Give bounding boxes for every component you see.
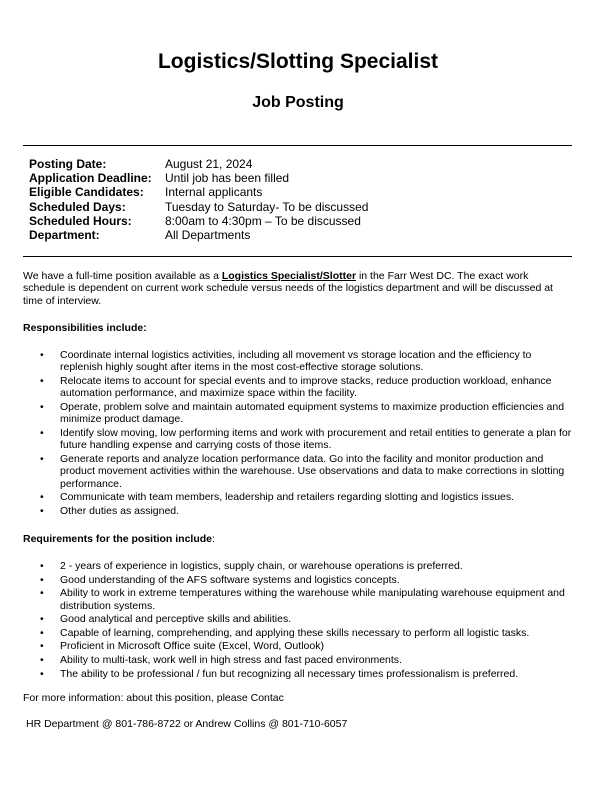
list-item — [23, 587, 573, 612]
page-subtitle: Job Posting — [252, 94, 344, 111]
list-item — [23, 505, 573, 517]
detail-row — [29, 185, 368, 199]
responsibilities-heading: Responsibilities include: — [23, 322, 147, 334]
bullet-icon: • — [40, 560, 44, 572]
list-item — [23, 427, 573, 452]
more-info-text: For more information: about this position, please Contac — [23, 692, 284, 704]
detail-value: Until job has been filled — [165, 171, 290, 186]
contact-info: HR Department @ 801-786-8722 or Andrew Collins @ 801-710-6057 — [26, 718, 348, 730]
requirements-heading-colon: : — [212, 533, 215, 545]
list-item — [23, 560, 573, 572]
list-item-text: Communicate with team members, leadership and retailers regarding slotting and logistics issues. — [60, 491, 515, 504]
list-item — [23, 375, 573, 400]
bullet-icon: • — [40, 375, 44, 387]
list-item — [23, 574, 573, 586]
bullet-icon: • — [40, 401, 44, 413]
detail-row — [29, 171, 368, 185]
requirements-list — [23, 560, 573, 681]
list-item — [23, 640, 573, 652]
posting-details — [29, 157, 368, 242]
detail-row — [29, 200, 368, 214]
list-item-text: Capable of learning, comprehending, and applying these skills necessary to perform all logistic tasks. — [60, 626, 530, 639]
bullet-icon: • — [40, 573, 44, 586]
bullet-icon: • — [40, 587, 44, 600]
bullet-icon: • — [40, 349, 44, 361]
role-name: Logistics Specialist/Slotter — [221, 270, 357, 282]
bullet-icon: • — [40, 653, 44, 666]
list-item — [23, 654, 573, 666]
detail-value: August 21, 2024 — [165, 157, 253, 171]
list-item-text: Good analytical and perceptive skills and abilities. — [60, 613, 292, 626]
detail-value: Internal applicants — [165, 185, 263, 200]
detail-label: Scheduled Hours: — [29, 213, 132, 228]
intro-paragraph — [23, 270, 573, 307]
bullet-icon: • — [40, 626, 44, 639]
list-item-text: Identify slow moving, low performing items and work with procurement and retail entities to generate a plan for future handling expense and carrying costs of those items. — [60, 427, 572, 452]
bullet-icon: • — [40, 640, 44, 653]
bullet-icon: • — [40, 667, 44, 680]
detail-value: 8:00am to 4:30pm – To be discussed — [165, 213, 361, 228]
list-item — [23, 627, 573, 639]
detail-label: Scheduled Days: — [29, 199, 126, 214]
detail-row — [29, 214, 368, 228]
list-item-text: Proficient in Microsoft Office suite (Excel, Word, Outlook) — [60, 640, 324, 653]
detail-row — [29, 228, 368, 242]
intro-text-after: in the Farr West DC. The exact work schedule is dependent on current work schedule versus needs of the logistics department and will be discussed at time of interview. — [23, 270, 553, 307]
bullet-icon: • — [40, 491, 44, 504]
list-item — [23, 349, 573, 374]
detail-label: Eligible Candidates: — [29, 185, 144, 200]
list-item-text: 2 - years of experience in logistics, supply chain, or warehouse operations is preferred. — [60, 560, 463, 572]
list-item — [23, 401, 573, 426]
bullet-icon: • — [40, 505, 44, 517]
intro-text-before: We have a full-time position available as a — [23, 270, 222, 282]
detail-label: Posting Date: — [29, 157, 107, 171]
list-item-text: Operate, problem solve and maintain automated equipment systems to maximize production efficiencies and minimize product damage. — [60, 401, 565, 426]
detail-value: Tuesday to Saturday- To be discussed — [165, 199, 369, 214]
list-item — [23, 453, 573, 490]
bullet-icon: • — [40, 613, 44, 626]
responsibilities-list — [23, 349, 573, 519]
requirements-heading — [23, 533, 215, 546]
list-item — [23, 491, 573, 503]
requirements-heading-text: Requirements for the position include — [23, 533, 213, 545]
list-item-text: Other duties as assigned. — [60, 505, 180, 517]
page-title: Logistics/Slotting Specialist — [157, 50, 439, 73]
list-item-text: Good understanding of the AFS software systems and logistics concepts. — [60, 573, 400, 586]
detail-row — [29, 157, 368, 171]
list-item-text: Generate reports and analyze location performance data. Go into the facility and monitor production and product movement activities within the warehouse. Use observations and data to make corrections in slotting performance. — [60, 453, 565, 490]
list-item — [23, 668, 573, 680]
list-item-text: Relocate items to account for special events and to improve stacks, reduce production workload, enhance automation performance, and maximize space within the facility. — [60, 375, 552, 400]
bottom-divider — [23, 256, 572, 257]
detail-label: Application Deadline: — [29, 171, 152, 186]
list-item — [23, 613, 573, 625]
list-item-text: The ability to be professional / fun but recognizing all necessary times professionalism is preferred. — [60, 667, 519, 680]
detail-label: Department: — [29, 228, 100, 243]
bullet-icon: • — [40, 453, 44, 465]
list-item-text: Ability to multi-task, work well in high stress and fast paced environments. — [60, 653, 402, 666]
list-item-text: Coordinate internal logistics activities, including all movement vs storage location and the efficiency to replenish highly sought after items in the most cost-effective storage solutions. — [60, 349, 532, 374]
list-item-text: Ability to work in extreme temperatures withing the warehouse while manipulating warehouse equipment and distribution systems. — [60, 587, 565, 612]
top-divider — [23, 145, 572, 146]
bullet-icon: • — [40, 427, 44, 439]
detail-value: All Departments — [165, 228, 251, 243]
